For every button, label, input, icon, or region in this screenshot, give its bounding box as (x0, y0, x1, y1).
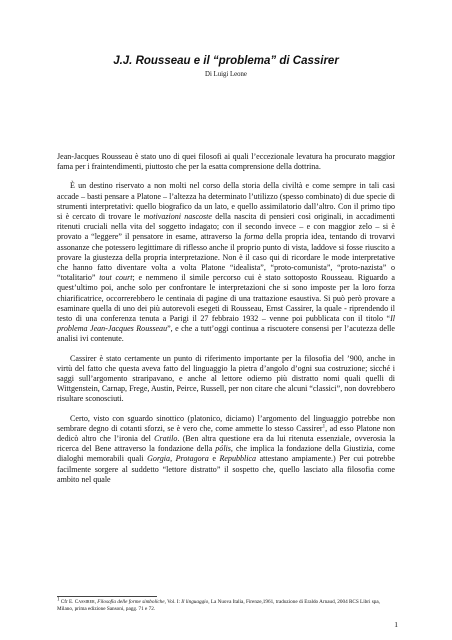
text-run: pólis (215, 444, 231, 454)
text-run: , ad esso Platone non dedicò altro che l’ironia del (57, 423, 395, 444)
text-run: Cratilo (154, 434, 178, 444)
text-run: motivazioni nascoste (143, 212, 212, 222)
footnote-ref: 1 (57, 597, 60, 603)
document-author: Di Luigi Leone (205, 71, 247, 78)
text-run: della nascita di pensieri così originali, in accadimenti ritenuti cruciali nella vita del soggetto indagato; con il secondo invece – e con maggior zelo – si è provato a “leggere” il pensatore in esame, attraverso la (57, 212, 395, 242)
text-run: Filosofia delle forme simboliche (97, 599, 165, 605)
text-run: attestano ampiamente.) Per cui potrebbe facilmente sorgere al suddetto “lettore distratto” il sospetto che, quello lasciato alla filosofia come ambito nel quale (57, 454, 395, 484)
text-run: Il linguaggio (181, 599, 209, 605)
text-run: , La Nuova Italia, Firenze,1961, traduzione di Eraldo Arnaud, 2004 RCS Libri spa, Milano, prima edizione Sansoni, pagg. 71 e 72. (57, 599, 380, 612)
footnote-divider (57, 596, 157, 597)
document-title: J.J. Rousseau e il “problema” di Cassirer (113, 55, 339, 67)
page-number: 1 (394, 620, 398, 629)
text-run: Jean-Jacques Rousseau è stato uno di quei filosofi ai quali l’eccezionale levatura ha procurato maggior fama per i fraintendimenti, piuttosto che per la esatta comprensione della dottrina. (57, 152, 395, 172)
footnote-ref: 1 (322, 424, 326, 430)
text-run: Cfr E. (59, 599, 75, 605)
text-run: ”, e che a tutt’oggi continua a riscuotere consensi per l’acutezza delle analisi ivi contenute. (57, 324, 395, 344)
text-run: , Vol. I: (164, 599, 182, 605)
text-run: della propria idea, tentando di trovarvi assonanze che potessero legittimare di riflesso anche il proprio punto di vista, laddove si fosse riuscito a provare la giustezza della propria interpretazione. Non è il caso qui di ricordare le mode interpretative che hanno fatto diventare volta a volta Platone “idealista”, “proto-comunista”, “proto-nazista” o “totalitario” (57, 232, 395, 283)
text-run: Certo, visto con sguardo sinottico (platonico, diciamo) l’argomento del linguaggio potrebbe non sembrare degno di cotanti sforzi, se è vero che, come ammette lo stesso Cassirer (57, 413, 395, 433)
text-run: Cassirer (74, 599, 95, 605)
text-run: , che implica la fondazione della Giustizia, come dialoghi memorabili quali (57, 444, 396, 464)
text-run: e (208, 454, 220, 464)
text-run: . (Ben altra questione era da lui ritenuta essenziale, ovverosia la ricerca del Bene attraverso la fondazione della (57, 434, 395, 454)
paragraph (57, 152, 395, 172)
text-run: ; e nemmeno il simile percorso cui è stato sottoposto Rousseau. Riguardo a quest’ultimo poi, anche solo per confrontare le interpretazioni che si sono imposte per la loro forza chiarificatrice, occorrerebbero le centinaia di pagine di una trattazione esaustiva. Si può però provare a esaminare quella di uno dei più autorevoli esegeti di Rousseau, Ernst Cassirer, la quale - riprendendo il testo di una conferenza tenuta a Parigi il 27 febbraio 1932 – venne poi pubblicata con il titolo “ (57, 273, 395, 324)
footnote (57, 599, 397, 612)
text-run: forma (244, 232, 264, 242)
text-run: È un destino riservato a non molti nel corso della storia della civiltà e come sempre in tali casi accade – basti pensare a Platone – l’altezza ha determinato l’utilizzo (spesso combinato) di due specie di strumenti interpretativi: quello biografico da un lato, e quello assimilatorio dall’altro. Con il primo tipo si è cercato di trovare le (57, 181, 395, 222)
document-body (57, 152, 395, 485)
text-run: tout court (99, 273, 133, 283)
text-run: , (170, 454, 176, 464)
text-run: Il problema Jean-Jacques Rousseau (57, 314, 395, 334)
text-run: Gorgia (147, 454, 171, 464)
text-run: Cassirer è stato certamente un punto di riferimento importante per la filosofia del ’900, anche in virtù del fatto che questa aveva fatto del linguaggio la pietra d’angolo d’ogni sua costruzione; sicché i saggi sull’argomento straripavano, e anche al lettore odierno più distratto nomi quali quelli di Wittgenstein, Carnap, Frege, Austin, Peirce, Russell, per non citare che alcuni “classici”, non dovrebbero risultare sconosciuti. (57, 353, 395, 404)
text-run: Protagora (175, 454, 209, 464)
text-run: , (94, 599, 98, 605)
text-run: Repubblica (219, 454, 257, 464)
paragraph (57, 181, 395, 344)
paragraph (57, 414, 395, 485)
paragraph (57, 354, 395, 405)
